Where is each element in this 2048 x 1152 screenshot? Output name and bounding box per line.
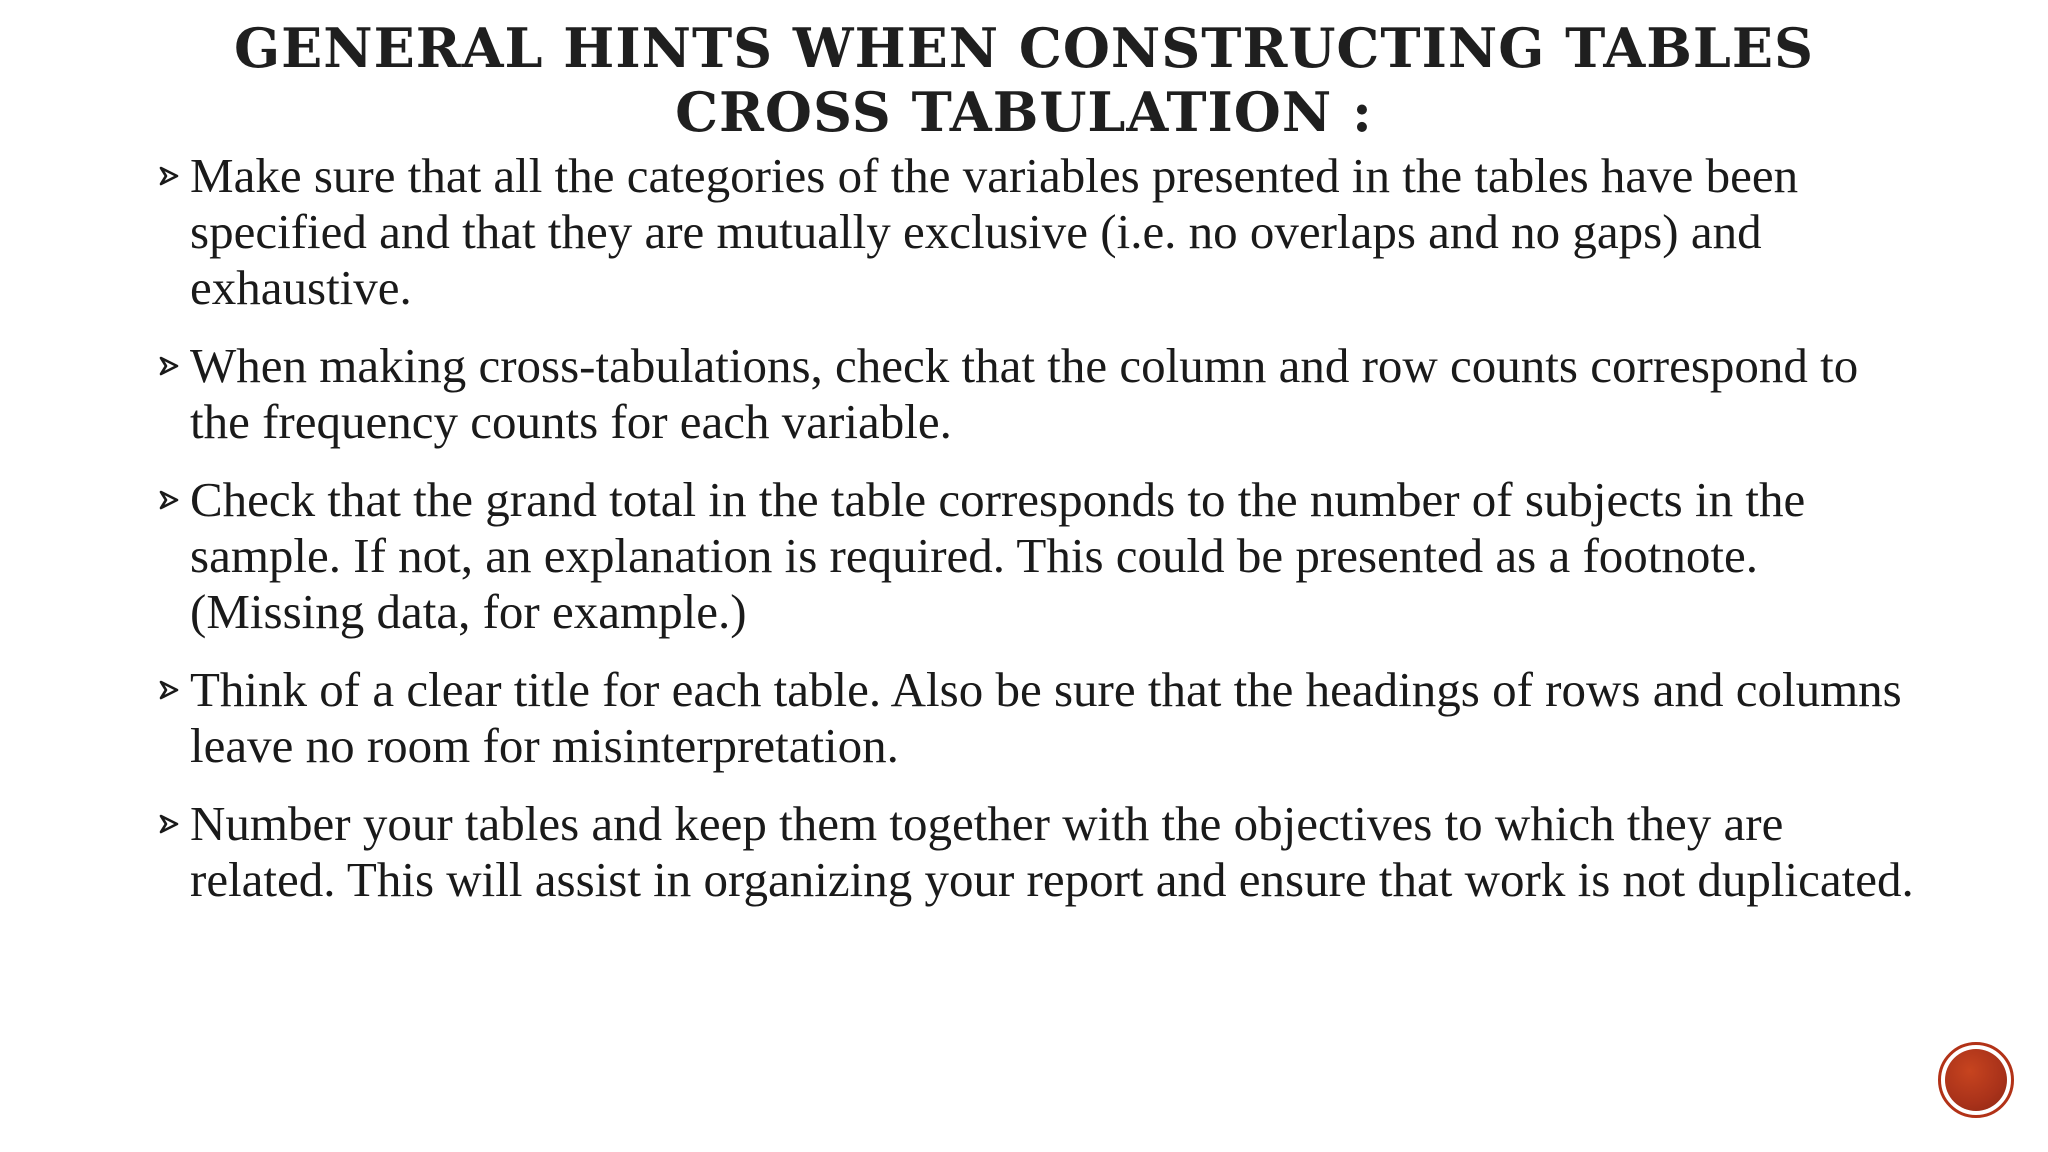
arrow-bullet-icon [158, 338, 188, 394]
bullet-item [158, 338, 1918, 450]
bullet-text: Check that the grand total in the table corresponds to the number of subjects in the sample. If not, an explanation is required. This could be presented as a footnote. (Missing data, for example.) [190, 472, 1806, 639]
slide-title [0, 16, 2048, 144]
bullet-item [158, 662, 1918, 774]
bullet-item [158, 796, 1918, 908]
arrow-bullet-icon [158, 796, 188, 852]
bullet-text: Make sure that all the categories of the variables presented in the tables have been specified and that they are mutually exclusive (i.e. no overlaps and no gaps) and exhaustive. [190, 148, 1799, 315]
bullet-text: When making cross-tabulations, check that the column and row counts correspond to the frequency counts for each variable. [190, 338, 1859, 449]
bullet-text: Number your tables and keep them together with the objectives to which they are related. This will assist in organizing your report and ensure that work is not duplicated. [190, 796, 1914, 907]
slide-title-line-2: CROSS TABULATION : [675, 80, 1373, 144]
slide-title-line-1: GENERAL HINTS WHEN CONSTRUCTING TABLES [233, 16, 1815, 80]
arrow-bullet-icon [158, 472, 188, 528]
arrow-bullet-icon [158, 662, 188, 718]
arrow-bullet-icon [158, 148, 188, 204]
bullet-item [158, 148, 1918, 316]
slide-indicator-fill [1945, 1049, 2007, 1111]
bullet-item [158, 472, 1918, 640]
bullet-list [158, 148, 1918, 930]
bullet-text: Think of a clear title for each table. Also be sure that the headings of rows and columns leave no room for misinterpretation. [190, 662, 1902, 773]
slide-indicator-icon[interactable] [1938, 1042, 2014, 1118]
